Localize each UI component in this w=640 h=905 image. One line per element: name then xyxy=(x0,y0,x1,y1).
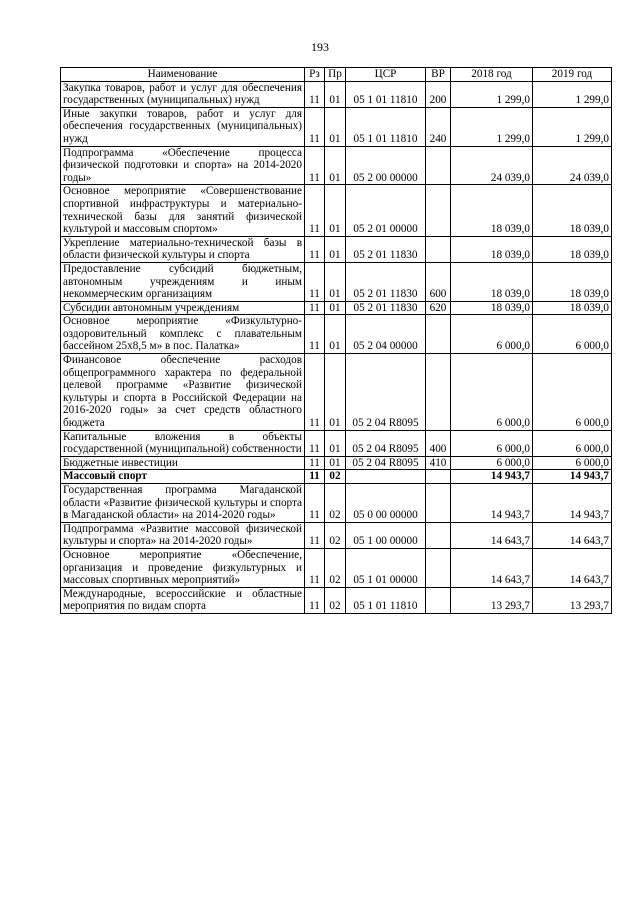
row-2019: 18 039,0 xyxy=(533,185,612,236)
row-rz: 11 xyxy=(305,146,325,185)
table-row xyxy=(61,146,612,185)
table-row xyxy=(61,587,612,613)
header-2018: 2018 год xyxy=(451,68,533,82)
table-row xyxy=(61,81,612,107)
row-rz: 11 xyxy=(305,185,325,236)
row-csr: 05 2 04 00000 xyxy=(346,315,426,354)
row-rz: 11 xyxy=(305,548,325,587)
row-2018: 6 000,0 xyxy=(451,315,533,354)
row-2019: 6 000,0 xyxy=(533,315,612,354)
row-vr xyxy=(426,185,451,236)
row-rz: 11 xyxy=(305,107,325,146)
row-name: Бюджетные инвестиции xyxy=(61,456,305,470)
row-pr: 01 xyxy=(325,107,346,146)
row-vr xyxy=(426,146,451,185)
row-pr: 02 xyxy=(325,522,346,548)
row-name: Международные, всероссийские и областные мероприятия по видам спорта xyxy=(61,587,305,613)
table-row xyxy=(61,484,612,523)
row-csr: 05 1 01 00000 xyxy=(346,548,426,587)
table-row xyxy=(61,456,612,470)
row-pr: 01 xyxy=(325,185,346,236)
row-name: Капитальные вложения в объекты государственной (муниципальной) собственности xyxy=(61,430,305,456)
row-csr: 05 1 01 11810 xyxy=(346,587,426,613)
row-csr: 05 2 01 11830 xyxy=(346,301,426,315)
table-body xyxy=(61,81,612,613)
page-number: 193 xyxy=(311,40,329,54)
row-name: Основное мероприятие «Обеспечение, организация и проведение физкультурных и массовых спортивных мероприятий» xyxy=(61,548,305,587)
table-row xyxy=(61,236,612,262)
row-name: Предоставление субсидий бюджетным, автономным учреждениям и иным некоммерческим организациям xyxy=(61,262,305,301)
header-pr: Пр xyxy=(325,68,346,82)
row-2018: 6 000,0 xyxy=(451,354,533,431)
row-pr: 01 xyxy=(325,456,346,470)
row-name: Подпрограмма «Развитие массовой физической культуры и спорта» на 2014-2020 годы» xyxy=(61,522,305,548)
row-csr: 05 2 00 00000 xyxy=(346,146,426,185)
row-pr: 01 xyxy=(325,301,346,315)
row-vr xyxy=(426,522,451,548)
header-name: Наименование xyxy=(61,68,305,82)
header-vr: ВР xyxy=(426,68,451,82)
row-2018: 6 000,0 xyxy=(451,456,533,470)
row-pr: 02 xyxy=(325,484,346,523)
row-vr xyxy=(426,484,451,523)
row-2019: 18 039,0 xyxy=(533,236,612,262)
row-2018: 6 000,0 xyxy=(451,430,533,456)
row-csr: 05 2 01 11830 xyxy=(346,236,426,262)
row-pr: 01 xyxy=(325,262,346,301)
header-2019: 2019 год xyxy=(533,68,612,82)
header-rz: Рз xyxy=(305,68,325,82)
row-vr: 200 xyxy=(426,81,451,107)
row-2019: 18 039,0 xyxy=(533,301,612,315)
row-pr: 01 xyxy=(325,354,346,431)
row-csr: 05 2 04 R8095 xyxy=(346,430,426,456)
row-2019: 6 000,0 xyxy=(533,456,612,470)
row-2019: 1 299,0 xyxy=(533,81,612,107)
table-row xyxy=(61,548,612,587)
row-2018: 13 293,7 xyxy=(451,587,533,613)
row-rz: 11 xyxy=(305,354,325,431)
row-rz: 11 xyxy=(305,470,325,484)
row-name: Укрепление материально-технической базы в области физической культуры и спорта xyxy=(61,236,305,262)
row-name: Основное мероприятие «Физкультурно-оздоровительный комплекс с плавательным бассейном 25х8,5 м» в пос. Палатка» xyxy=(61,315,305,354)
budget-table xyxy=(60,67,612,614)
row-rz: 11 xyxy=(305,587,325,613)
table-header-row xyxy=(61,68,612,82)
table-row xyxy=(61,430,612,456)
row-2019: 18 039,0 xyxy=(533,262,612,301)
row-2018: 1 299,0 xyxy=(451,107,533,146)
row-vr xyxy=(426,587,451,613)
row-2019: 13 293,7 xyxy=(533,587,612,613)
table-row xyxy=(61,522,612,548)
row-vr xyxy=(426,548,451,587)
row-csr: 05 1 01 11810 xyxy=(346,81,426,107)
row-vr: 620 xyxy=(426,301,451,315)
table-row xyxy=(61,315,612,354)
row-2018: 14 943,7 xyxy=(451,470,533,484)
row-2019: 14 643,7 xyxy=(533,548,612,587)
row-pr: 01 xyxy=(325,430,346,456)
row-pr: 02 xyxy=(325,587,346,613)
row-name: Финансовое обеспечение расходов общепрограммного характера по федеральной целевой программе «Развитие физической культуры и спорта в Российской Федерации на 2016-2020 годы» за счет средств областного бюджета xyxy=(61,354,305,431)
row-2018: 1 299,0 xyxy=(451,81,533,107)
row-rz: 11 xyxy=(305,430,325,456)
row-rz: 11 xyxy=(305,81,325,107)
row-rz: 11 xyxy=(305,456,325,470)
row-pr: 02 xyxy=(325,548,346,587)
row-csr: 05 0 00 00000 xyxy=(346,484,426,523)
row-2018: 14 943,7 xyxy=(451,484,533,523)
row-2018: 18 039,0 xyxy=(451,185,533,236)
table-row xyxy=(61,354,612,431)
table-row xyxy=(61,185,612,236)
row-rz: 11 xyxy=(305,315,325,354)
row-2018: 18 039,0 xyxy=(451,236,533,262)
row-name: Государственная программа Магаданской области «Развитие физической культуры и спорта в Магаданской области» на 2014-2020 годы» xyxy=(61,484,305,523)
row-rz: 11 xyxy=(305,236,325,262)
row-pr: 01 xyxy=(325,236,346,262)
row-csr: 05 2 01 11830 xyxy=(346,262,426,301)
table-row xyxy=(61,107,612,146)
row-pr: 02 xyxy=(325,470,346,484)
table-row xyxy=(61,301,612,315)
row-vr xyxy=(426,236,451,262)
row-vr xyxy=(426,470,451,484)
row-2019: 14 943,7 xyxy=(533,484,612,523)
row-csr: 05 1 01 11810 xyxy=(346,107,426,146)
row-rz: 11 xyxy=(305,522,325,548)
row-vr: 600 xyxy=(426,262,451,301)
row-rz: 11 xyxy=(305,262,325,301)
header-csr: ЦСР xyxy=(346,68,426,82)
row-2018: 14 643,7 xyxy=(451,522,533,548)
row-csr: 05 2 01 00000 xyxy=(346,185,426,236)
row-name: Субсидии автономным учреждениям xyxy=(61,301,305,315)
row-2018: 24 039,0 xyxy=(451,146,533,185)
row-vr: 410 xyxy=(426,456,451,470)
row-name: Подпрограмма «Обеспечение процесса физической подготовки и спорта» на 2014-2020 годы» xyxy=(61,146,305,185)
row-vr: 240 xyxy=(426,107,451,146)
row-csr xyxy=(346,470,426,484)
row-csr: 05 2 04 R8095 xyxy=(346,456,426,470)
row-2019: 14 943,7 xyxy=(533,470,612,484)
row-2018: 18 039,0 xyxy=(451,301,533,315)
row-csr: 05 1 00 00000 xyxy=(346,522,426,548)
row-2019: 14 643,7 xyxy=(533,522,612,548)
row-name: Закупка товаров, работ и услуг для обеспечения государственных (муниципальных) нужд xyxy=(61,81,305,107)
row-rz: 11 xyxy=(305,484,325,523)
row-pr: 01 xyxy=(325,315,346,354)
row-2019: 1 299,0 xyxy=(533,107,612,146)
row-name: Основное мероприятие «Совершенствование спортивной инфраструктуры и материально-технической базы для занятий физической культурой и массовым спортом» xyxy=(61,185,305,236)
row-vr: 400 xyxy=(426,430,451,456)
row-2018: 18 039,0 xyxy=(451,262,533,301)
row-2019: 6 000,0 xyxy=(533,430,612,456)
row-name: Массовый спорт xyxy=(61,470,305,484)
row-rz: 11 xyxy=(305,301,325,315)
table-row xyxy=(61,262,612,301)
row-csr: 05 2 04 R8095 xyxy=(346,354,426,431)
row-pr: 01 xyxy=(325,81,346,107)
row-name: Иные закупки товаров, работ и услуг для обеспечения государственных (муниципальных) нужд xyxy=(61,107,305,146)
row-2018: 14 643,7 xyxy=(451,548,533,587)
row-2019: 6 000,0 xyxy=(533,354,612,431)
row-pr: 01 xyxy=(325,146,346,185)
row-2019: 24 039,0 xyxy=(533,146,612,185)
table-row xyxy=(61,470,612,484)
row-vr xyxy=(426,354,451,431)
row-vr xyxy=(426,315,451,354)
